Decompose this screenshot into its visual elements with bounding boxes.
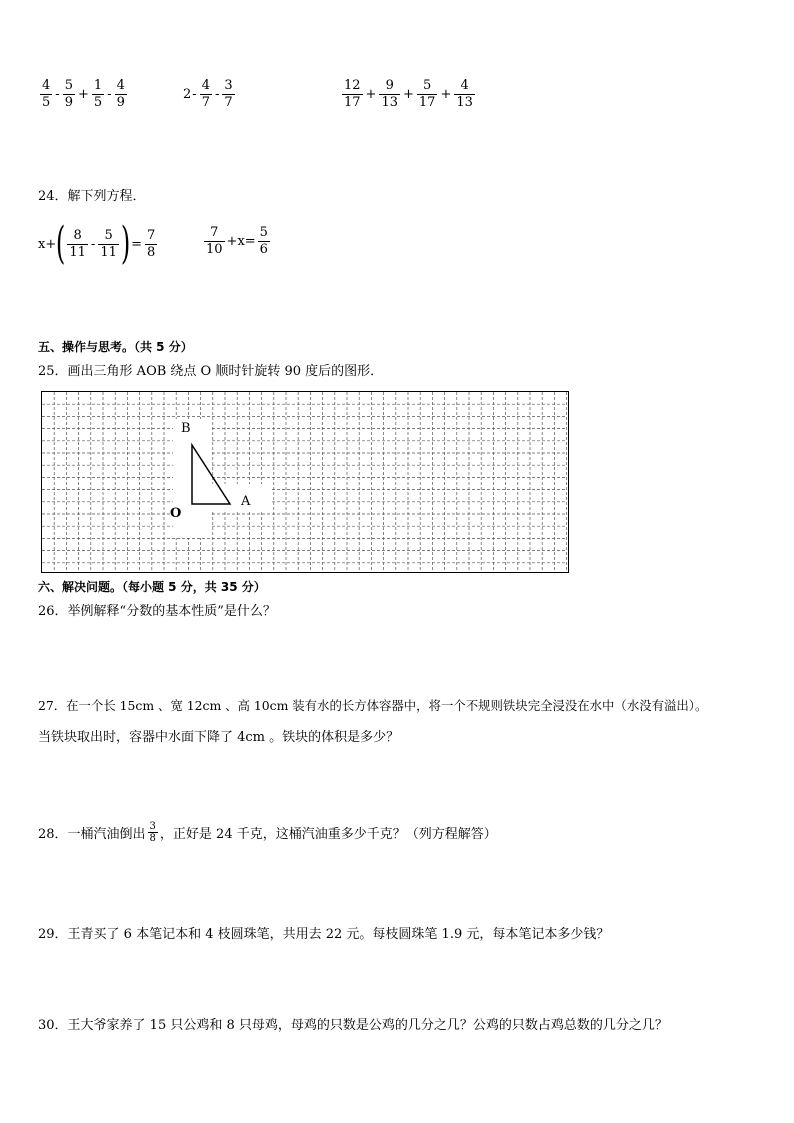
question-29: 29．王青买了 6 本笔记本和 4 枝圆珠笔，共用去 22 元。每枝圆珠笔 1.9 元，每本笔记本多少钱？ <box>38 927 610 942</box>
operator: - <box>192 87 197 102</box>
question-25-title: 25．画出三角形 AOB 绕点 O 顺时针旋转 90 度后的图形． <box>38 364 384 379</box>
fraction: $\frac{5}{17}$ <box>418 78 436 110</box>
question-30: 30．王大爷家养了 15 只公鸡和 8 只母鸡，母鸡的只数是公鸡的几分之几？公鸡的只数占鸡总数的几分之几？ <box>38 1018 668 1033</box>
triangle-aob <box>42 392 567 571</box>
question-27-line-1: 27．在一个长 15cm 、宽 12cm 、高 10cm 装有水的长方体容器中，将一个不规则铁块完全浸没在水中（水没有溢出）。 <box>38 698 708 713</box>
left-paren: ( <box>56 218 66 269</box>
calc-expression-3 <box>340 78 477 111</box>
equation-2 <box>202 225 272 258</box>
operator: + <box>403 87 414 102</box>
fraction: $\frac{4}{7}$ <box>201 78 210 110</box>
fraction: $\frac{4}{9}$ <box>116 78 125 110</box>
fraction: $\frac{9}{13}$ <box>381 78 398 110</box>
point-b-label: B <box>181 421 191 436</box>
question-28 <box>38 821 497 844</box>
point-a-label: A <box>241 494 251 509</box>
operator: + <box>77 87 89 102</box>
fraction: $\frac{3}{8}$ <box>149 821 156 844</box>
fraction: $\frac{3}{7}$ <box>224 78 233 110</box>
fraction: $\frac{1}{5}$ <box>93 78 103 110</box>
fraction: $\frac{5}{6}$ <box>259 225 268 257</box>
question-28-start: 28．一桶汽油倒出 <box>38 827 146 842</box>
calc-expression-1 <box>38 78 129 111</box>
fraction: $\frac{5}{11}$ <box>100 227 117 260</box>
fraction: $\frac{4}{13}$ <box>456 78 473 110</box>
fraction: $\frac{7}{10}$ <box>206 225 223 257</box>
question-24-title: 24．解下列方程． <box>38 189 146 204</box>
operator: - <box>55 87 60 102</box>
right-paren: ) <box>120 218 131 269</box>
operator: + <box>440 87 452 102</box>
fraction: $\frac{7}{8}$ <box>146 227 156 260</box>
operator: - <box>214 87 220 102</box>
fraction: $\frac{5}{9}$ <box>64 78 73 110</box>
number: 2 <box>183 87 192 102</box>
question-26: 26．举例解释“分数的基本性质”是什么？ <box>38 604 276 619</box>
operator: + <box>365 87 377 102</box>
equation-lead: x+ <box>38 236 57 252</box>
equals-sign: = <box>131 236 142 252</box>
fraction: $\frac{4}{5}$ <box>42 78 51 110</box>
section-6-heading: 六、解决问题。（每小题 5 分，共 35 分） <box>38 580 266 594</box>
point-o-label: O <box>170 506 182 521</box>
question-27-line-2: 当铁块取出时，容器中水面下降了 4cm 。铁块的体积是多少？ <box>38 730 400 745</box>
operator: - <box>107 87 112 102</box>
operator: - <box>90 236 96 252</box>
question-28-end: ，正好是 24 千克，这桶汽油重多少千克？（列方程解答） <box>159 827 497 842</box>
fraction: $\frac{12}{17}$ <box>344 78 361 110</box>
fraction: $\frac{8}{11}$ <box>69 227 86 260</box>
section-5-heading: 五、操作与思考。（共 5 分） <box>38 340 193 354</box>
equation-middle: +x= <box>226 234 256 249</box>
grid-figure <box>41 391 569 573</box>
equation-1 <box>38 218 159 269</box>
calc-expression-2 <box>183 78 237 111</box>
